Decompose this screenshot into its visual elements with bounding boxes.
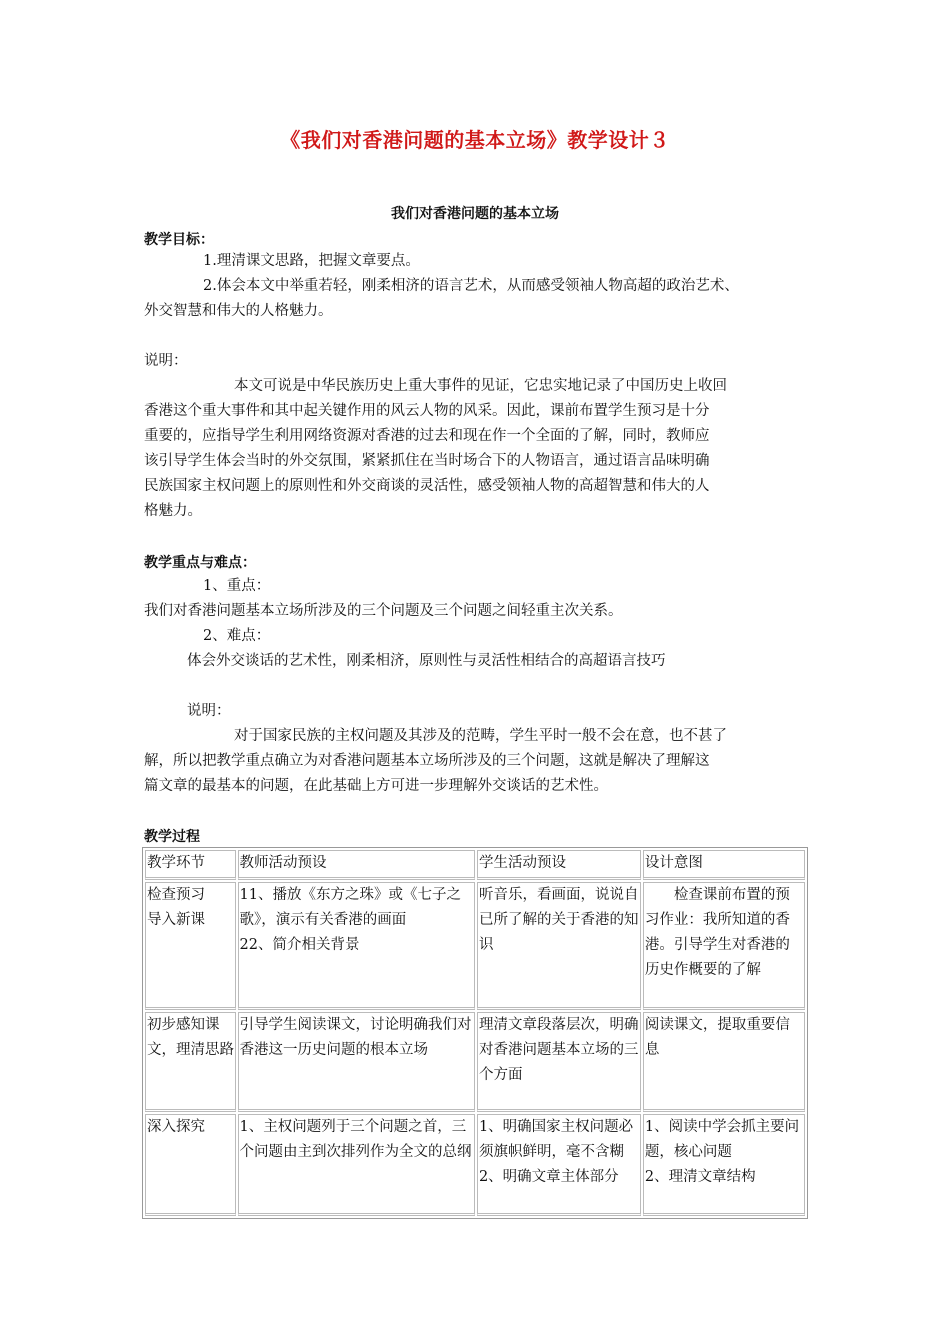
table-cell: 1、明确国家主权问题必须旗帜鲜明，毫不含糊 2、明确文章主体部分 (477, 1114, 641, 1216)
table-cell: 1、主权问题列于三个问题之首，三个问题由主到次排列作为全文的总纲 (238, 1114, 475, 1216)
table-header-cell: 教学环节 (145, 850, 236, 880)
difficulty-text: 体会外交谈话的艺术性，刚柔相济，原则性与灵活性相结合的高超语言技巧 (187, 653, 666, 669)
table-row (145, 1012, 805, 1112)
table-row (145, 882, 805, 1010)
note-line: 格魅力。 (144, 503, 202, 519)
table-cell: 引导学生阅读课文，讨论明确我们对香港这一历史问题的根本立场 (238, 1012, 475, 1112)
table-cell: 检查预习 导入新课 (145, 882, 236, 1010)
focus-heading: 教学重点与难点： (144, 555, 256, 571)
table-cell: 初步感知课文，理清思路 (145, 1012, 236, 1112)
note-line: 本文可说是中华民族历史上重大事件的见证，它忠实地记录了中国历史上收回 (234, 378, 727, 394)
table-cell: 阅读课文，提取重要信息 (643, 1012, 805, 1112)
table-cell: 检查课前布置的预习作业：我所知道的香港。引导学生对香港的历史作概要的了解 (643, 882, 805, 1010)
note-line: 篇文章的最基本的问题，在此基础上方可进一步理解外交谈话的艺术性。 (144, 778, 608, 794)
table-cell: 理清文章段落层次，明确对香港问题基本立场的三个方面 (477, 1012, 641, 1112)
objective-item: 2.体会本文中举重若轻，刚柔相济的语言艺术，从而感受领袖人物高超的政治艺术、 (203, 278, 739, 294)
objectives-heading: 教学目标： (144, 232, 214, 248)
note-line: 解，所以把教学重点确立为对香港问题基本立场所涉及的三个问题，这就是解决了理解这 (144, 753, 710, 769)
note-label: 说明： (187, 703, 231, 719)
table-header-cell: 教师活动预设 (238, 850, 475, 880)
document-title: 《我们对香港问题的基本立场》教学设计３ (280, 128, 670, 152)
note-line: 对于国家民族的主权问题及其涉及的范畴，学生平时一般不会在意，也不甚了 (234, 728, 727, 744)
key-point-label: 1、重点： (203, 578, 271, 594)
table-cell: 深入探究 (145, 1114, 236, 1216)
note-label: 说明： (144, 353, 188, 369)
objective-item: 1.理清课文思路，把握文章要点。 (203, 253, 420, 269)
table-cell: 1、阅读中学会抓主要问题，核心问题 2、理清文章结构 (643, 1114, 805, 1216)
table-cell: 11、播放《东方之珠》或《七子之歌》，演示有关香港的画面 22、简介相关背景 (238, 882, 475, 1010)
process-table (142, 847, 808, 1219)
process-heading: 教学过程 (144, 829, 200, 845)
table-cell: 听音乐，看画面，说说自已所了解的关于香港的知识 (477, 882, 641, 1010)
article-subtitle: 我们对香港问题的基本立场 (391, 206, 559, 222)
note-line: 香港这个重大事件和其中起关键作用的风云人物的风采。因此，课前布置学生预习是十分 (144, 403, 710, 419)
table-header-cell: 学生活动预设 (477, 850, 641, 880)
note-line: 重要的，应指导学生利用网络资源对香港的过去和现在作一个全面的了解，同时，教师应 (144, 428, 710, 444)
key-point-text: 我们对香港问题基本立场所涉及的三个问题及三个问题之间轻重主次关系。 (144, 603, 623, 619)
table-header-row (145, 850, 805, 880)
table-row (145, 1114, 805, 1216)
difficulty-label: 2、难点： (203, 628, 271, 644)
note-line: 该引导学生体会当时的外交氛围，紧紧抓住在当时场合下的人物语言，通过语言品味明确 (144, 453, 710, 469)
table-header-cell: 设计意图 (643, 850, 805, 880)
note-line: 民族国家主权问题上的原则性和外交商谈的灵活性，感受领袖人物的高超智慧和伟大的人 (144, 478, 710, 494)
objective-item: 外交智慧和伟大的人格魅力。 (144, 303, 333, 319)
